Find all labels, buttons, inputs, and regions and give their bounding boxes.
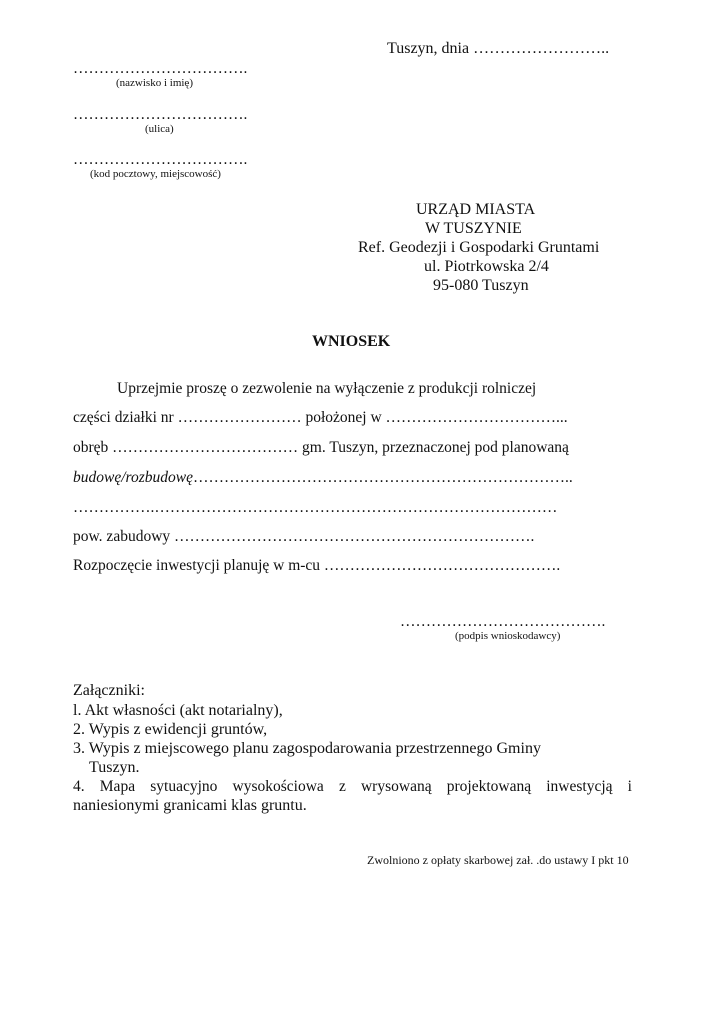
recipient-line-2: W TUSZYNIE xyxy=(425,220,522,237)
recipient-line-5: 95-080 Tuszyn xyxy=(433,277,529,294)
body-line-construction[interactable] xyxy=(73,469,573,487)
attachments-heading: Załączniki: xyxy=(73,682,145,699)
postal-city-dots-field[interactable]: ……………………………. xyxy=(73,151,248,168)
body-line-parcel[interactable]: części działki nr …………………… położonej w ……………………………... xyxy=(73,409,568,426)
attachment-item-4-cont: naniesionymi granicami klas gruntu. xyxy=(73,797,307,814)
place-date-line: Tuszyn, dnia …………………….. xyxy=(387,40,610,57)
fee-exemption-note: Zwolniono z opłaty skarbowej zał. .do ustawy I pkt 10 xyxy=(367,853,629,867)
signature-dots-field[interactable]: …………………………………. xyxy=(400,613,606,630)
construction-type-label: budowę/rozbudowę xyxy=(73,469,193,486)
name-dots-field[interactable]: ……………………………. xyxy=(73,60,248,77)
body-line-built-area[interactable]: pow. zabudowy ……………………………………………………………. xyxy=(73,528,535,545)
attachment-item-3: 3. Wypis z miejscowego planu zagospodarowania przestrzennego Gminy xyxy=(73,740,541,757)
name-caption: (nazwisko i imię) xyxy=(116,77,193,89)
signature-caption: (podpis wnioskodawcy) xyxy=(455,630,561,642)
street-dots-field[interactable]: ……………………………. xyxy=(73,106,248,123)
body-line-start-month[interactable]: Rozpoczęcie inwestycji planuję w m-cu ………………………………………. xyxy=(73,557,561,574)
street-caption: (ulica) xyxy=(145,123,174,135)
attachment-item-2: 2. Wypis z ewidencji gruntów, xyxy=(73,721,268,738)
body-line-precinct[interactable]: obręb ……………………………… gm. Tuszyn, przeznaczonej pod planowaną xyxy=(73,439,569,456)
attachment-item-4: 4. Mapa sytuacyjno wysokościowa z wrysowaną projektowaną inwestycją i xyxy=(73,778,632,795)
recipient-line-4: ul. Piotrkowska 2/4 xyxy=(424,258,549,275)
document-title: WNIOSEK xyxy=(312,333,391,350)
recipient-line-3: Ref. Geodezji i Gospodarki Gruntami xyxy=(358,239,600,256)
attachment-item-3-cont: Tuszyn. xyxy=(89,759,140,776)
body-line-1: Uprzejmie proszę o zezwolenie na wyłączenie z produkcji rolniczej xyxy=(117,380,537,397)
recipient-line-1: URZĄD MIASTA xyxy=(416,201,536,218)
construction-dots[interactable]: ……………………………………………………………….. xyxy=(192,469,573,486)
body-line-dots[interactable]: …………….…………………………………………………………………… xyxy=(73,499,558,516)
attachment-item-1: l. Akt własności (akt notarialny), xyxy=(73,702,283,719)
postal-city-caption: (kod pocztowy, miejscowość) xyxy=(90,168,221,180)
